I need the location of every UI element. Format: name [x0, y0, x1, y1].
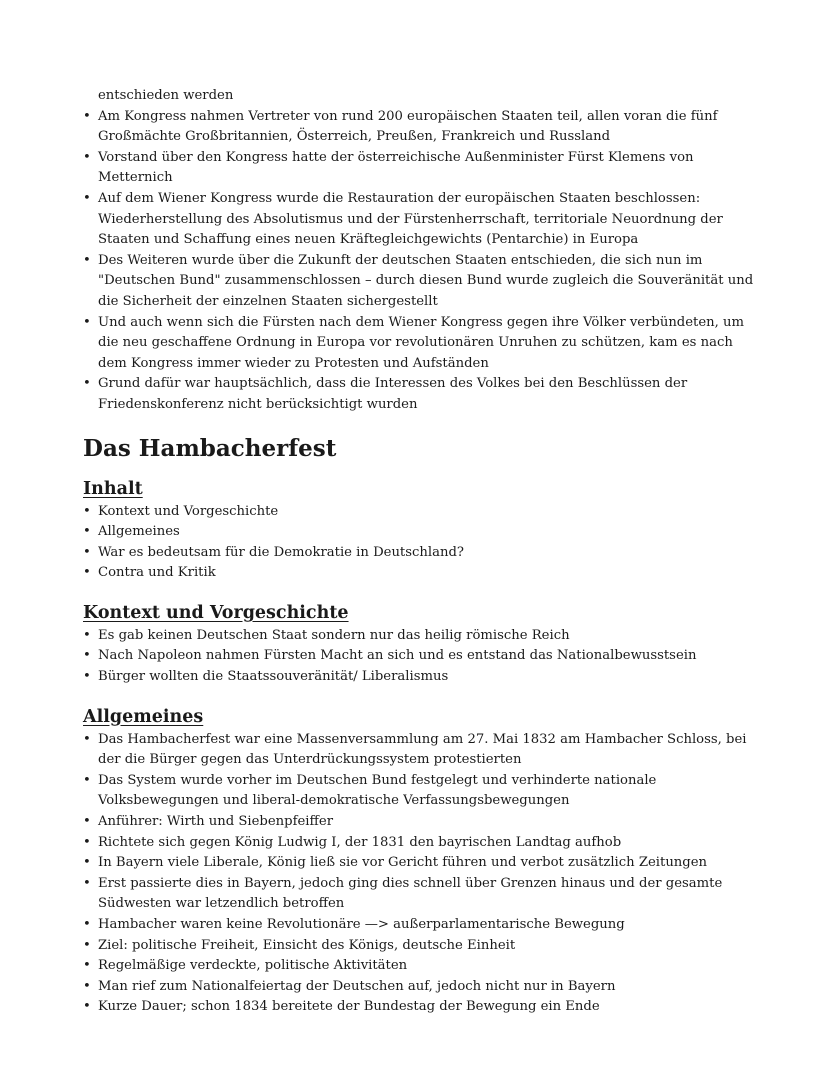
list-item: • Vorstand über den Kongress hatte der österreichische Außenminister Fürst Klemens von Metternich: [83, 149, 694, 186]
intro-list: [83, 107, 758, 416]
bullet-icon: •: [83, 855, 91, 871]
bullet-icon: •: [83, 834, 91, 850]
section-heading-inhalt: Inhalt: [83, 478, 143, 499]
list-item: • Contra und Kritik: [83, 563, 758, 584]
section-heading-allgemeines: Allgemeines: [83, 706, 204, 727]
list-item: • Kontext und Vorgeschichte: [83, 502, 758, 523]
list-item: • Hambacher waren keine Revolutionäre —> außerparlamentarische Bewegung: [83, 915, 758, 936]
bullet-icon: •: [83, 252, 91, 268]
list-item: • Erst passierte dies in Bayern, jedoch ging dies schnell über Grenzen hinaus und der gesamte Südwesten war letzendlich betroffen: [83, 875, 723, 912]
list-item: • Ziel: politische Freiheit, Einsicht des Königs, deutsche Einheit: [83, 936, 758, 957]
list-item: • Richtete sich gegen König Ludwig I, der 1831 den bayrischen Landtag aufhob: [83, 833, 758, 854]
list-item: • Des Weiteren wurde über die Zukunft der deutschen Staaten entschieden, die sich nun im "Deutschen Bund" zusammenschlossen – durch diesen Bund wurde zugleich die Souveränität und die Sicherheit der einzelnen Staaten sichergestellt: [83, 252, 754, 309]
list-item: • Grund dafür war hauptsächlich, dass die Interessen des Volkes bei den Beschlüssen der Friedenskonferenz nicht berücksichtigt wurden: [83, 376, 688, 412]
bullet-icon: •: [83, 772, 91, 788]
list-item: • Es gab keinen Deutschen Staat sondern nur das heilig römische Reich: [83, 626, 758, 647]
bullet-icon: •: [83, 314, 91, 330]
kontext-list: [83, 626, 758, 688]
bullet-icon: •: [83, 958, 91, 974]
list-item: • Das System wurde vorher im Deutschen Bund festgelegt und verhinderte nationale Volksbewegungen und liberal-demokratische Verfassungsbewegungen: [83, 772, 657, 809]
list-item: • Bürger wollten die Staatssouveränität/ Liberalismus: [83, 667, 758, 688]
bullet-icon: •: [83, 648, 91, 664]
bullet-icon: •: [83, 999, 91, 1015]
bullet-icon: •: [83, 544, 91, 560]
bullet-icon: •: [83, 149, 91, 165]
list-item: • Allgemeines: [83, 522, 758, 543]
list-item: • Regelmäßige verdeckte, politische Aktivitäten: [83, 956, 758, 977]
allgemeines-list: [83, 730, 758, 1018]
list-item: • Und auch wenn sich die Fürsten nach dem Wiener Kongress gegen ihre Völker verbündeten, um die neu geschaffene Ordnung in Europa vor revolutionären Unruhen zu schützen, kam es nach dem Kongress immer wieder zu Protesten und Aufständen: [83, 314, 745, 371]
bullet-icon: •: [83, 669, 91, 685]
bullet-icon: •: [83, 917, 91, 932]
bullet-icon: •: [83, 524, 91, 540]
bullet-icon: •: [83, 108, 91, 124]
list-item: • Kurze Dauer; schon 1834 bereitete der Bundestag der Bewegung ein Ende: [83, 997, 758, 1018]
list-item: • War es bedeutsam für die Demokratie in Deutschland?: [83, 543, 758, 564]
list-item: • Am Kongress nahmen Vertreter von rund 200 europäischen Staaten teil, allen voran die fünf Großmächte Großbritannien, Österreich, Preußen, Frankreich und Russland: [83, 108, 718, 145]
bullet-icon: •: [83, 731, 91, 747]
bullet-icon: •: [83, 627, 91, 643]
list-item: • Nach Napoleon nahmen Fürsten Macht an sich und es entstand das Nationalbewusstsein: [83, 646, 758, 667]
inhalt-list: [83, 502, 758, 584]
bullet-icon: •: [83, 565, 91, 581]
section-heading-kontext: Kontext und Vorgeschichte: [83, 602, 349, 623]
list-item: • Anführer: Wirth und Siebenpfeiffer: [83, 812, 758, 833]
bullet-icon: •: [83, 190, 91, 206]
bullet-icon: •: [83, 875, 91, 891]
bullet-icon: •: [83, 503, 91, 519]
bullet-icon: •: [83, 814, 91, 830]
bullet-icon: •: [83, 376, 91, 392]
bullet-icon: •: [83, 937, 91, 953]
list-item: • Das Hambacherfest war eine Massenversammlung am 27. Mai 1832 am Hambacher Schloss, bei der die Bürger gegen das Unterdrückungssystem protestierten: [83, 731, 747, 768]
list-item: • In Bayern viele Liberale, König ließ sie vor Gericht führen und verbot zusätzlich Zeitungen: [83, 853, 758, 874]
bullet-icon: •: [83, 978, 91, 994]
continuation-text: entschieden werden: [98, 88, 234, 103]
list-item: • Auf dem Wiener Kongress wurde die Restauration der europäischen Staaten beschlossen: Wiederherstellung des Absolutismus und der Fürstenherrschaft, territoriale Neuordnung der Staaten und Schaffung eines neuen Kräftegleichgewichts (Pentarchie) in Europa: [83, 190, 723, 248]
list-item: • Man rief zum Nationalfeiertag der Deutschen auf, jedoch nicht nur in Bayern: [83, 977, 758, 998]
page-title: Das Hambacherfest: [83, 434, 337, 462]
